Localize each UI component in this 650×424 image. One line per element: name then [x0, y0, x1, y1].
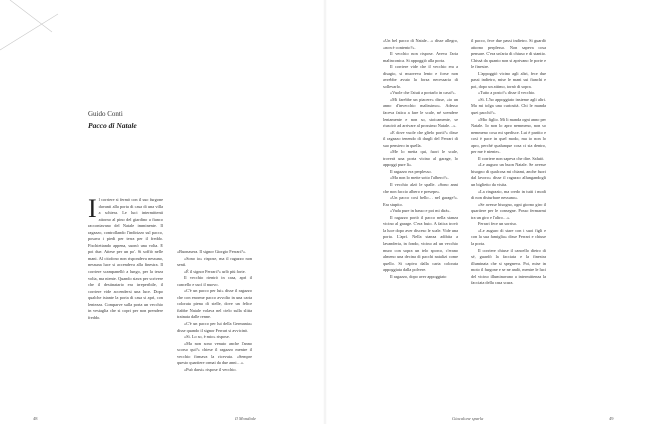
paragraph: Il ragazzo, dopo aver appoggiato	[390, 273, 447, 279]
paragraph: L'appoggiò vicino agli altri, fece due passi indietro, mise le mani sui fianchi e poi, dopo un attimo, tornò di sopra.	[471, 70, 546, 89]
paragraph: Ferrari fece un sorriso.	[478, 221, 518, 227]
paragraph: «Un pacco così bello… nel garage!». Era stupito.	[383, 195, 458, 207]
decorative-corner-lines	[0, 0, 80, 70]
paragraph: «C'è un pacco per lui della Germania» disse quando il signor Ferrari si avvicinò.	[177, 321, 252, 333]
drop-cap: I	[88, 197, 97, 223]
paragraph: «Tutto a posto?» disse il vecchio.	[478, 90, 536, 96]
paragraph: Il vecchio alzò le spalle. «Sono anni che non faccio albero e presepe».	[383, 182, 458, 194]
story-header	[88, 110, 137, 130]
paragraph: «Un bel pacco di Natale…» disse allegro, «non è contento?».	[383, 38, 458, 50]
paragraph: «Se avesse bisogno, ogni giorno giro il quartiere per le consegne. Posso fermarmi tra un giro e l'altro…».	[471, 201, 546, 220]
paragraph: Il vecchio rientrò in casa, aprì il cancello e uscì il nuovo.	[177, 275, 252, 287]
story-title: Pacco di Natale	[88, 121, 137, 130]
paragraph: «Le auguro un buon Natale. Se avesse bisogno di qualcosa mi chiami, anche fuori dal lavoro» disse il ragazzo allungandogli un biglietto da visita.	[471, 162, 546, 188]
paragraph: «Sono io» rispose, ma il ragazzo non sentì.	[177, 255, 252, 268]
page-number-left: 48	[33, 416, 38, 421]
paragraph: «La ringrazio, ma credo in tutti i modi di non disturbare nessuno».	[471, 188, 546, 201]
paragraph: «Ma non lo mette sotto l'albero?».	[390, 175, 449, 181]
paragraph: il pacco, fece due passi indietro. Si guardò attorno perplesso. Non sapeva cosa pensare. C'era un'aria di chiuso e di stantio. Chissà da quanto non si aprivano le porte e le finestre.	[471, 38, 546, 70]
paragraph: «Sì. L'ho appoggiato insieme agli altri. Ma mi tolga una curiosità. Chi le manda quei pacchi?».	[471, 96, 546, 116]
paragraph: «Può darsi» rispose il vecchio.	[184, 366, 237, 372]
paragraph: Il corriere chiuse il cancello dietro di sé, guardò la facciata e la finestra illuminata che si spegneva. Poi, mise in moto il furgone e se ne andò, mentre le luci del vicino illuminavano a intermittenza la facciata della casa scura.	[471, 247, 546, 286]
column-2	[177, 249, 252, 387]
paragraph: «Mi farebbe un piacere» disse, «io un anno d'invecchio malissimo». Adesso faceva fatica a fare le scale, né scendere lentamente e non so, stoicamente, se riuscirò ad arrivare al prossimo Natale…».	[383, 96, 458, 129]
paragraph: «Vada pure in basso e poi mi dirà».	[390, 208, 451, 214]
paragraph: «Sì. Lo so, è mio» rispose.	[184, 334, 230, 340]
page-gutter	[323, 0, 327, 424]
paragraph: l corriere si fermò con il suo furgone davanti alla porta di casa di una villa a schiera. Le luci intermittenti attorno al pino del giardino a fianco raccontavano del Natale imminente. Il ragazzo, controllando l'indirizzo sul pacco, posava i piedi per terra per il freddo. Fischiettando appena, suonò una volta. E poi due. Attese per un po'. Si soffiò nelle mani. Al citofono non rispondeva nessuno, nessuna luce si accendeva alla finestra. Il corriere scampanellò a lungo, per la terza volta, ma niente. Quando stava per scrivere che il destinatario era irreperibile, il corriere vide accendersi una luce. Dopo qualche istante la porta di casa si aprì, con lentezza. Comparve sulla porta un vecchio in vestaglia che si copri per non prendere freddo.	[88, 197, 163, 320]
paragraph: Il corriere non sapeva che dire. Salutò.	[478, 155, 545, 161]
paragraph: «E dove vuole che glielo porti?» disse il ragazzo tenendo di dargli del Ferrari di suo pensiero in quella.	[383, 129, 458, 148]
column-1	[88, 197, 163, 387]
paragraph: «Buonasera. Il signor Giorgio Ferrari?».	[177, 249, 247, 254]
running-footer-right: Giacalone sparla	[452, 416, 484, 421]
page-number-right: 49	[609, 416, 614, 421]
paragraph: «Ma non sono venuto anche l'anno scorso qui?» chiese il ragazzo mentre il vecchio firmava la ricevuta. «Sempre questo quartiere ormai da due anni…».	[177, 340, 252, 366]
paragraph: Il ragazzo era perplesso.	[390, 168, 432, 174]
paragraph: Il vecchio non rispose. Aveva l'aria malinconica. Si appoggiò alla porta.	[383, 51, 458, 63]
paragraph: «Le auguro di stare con i suoi figli e con la sua famiglia» disse Ferrari e chiuse la porta.	[471, 227, 546, 246]
author-name: Guido Conti	[88, 110, 123, 118]
paragraph: Il corriere vide che il vecchio era a disagio, si muoveva lento e forse non avrebbe avuto la forza necessaria di sollevarlo.	[383, 64, 458, 89]
column-4	[471, 38, 546, 388]
paragraph: «Me lo metta qui, fuori le scale, troverà una porta vicino al garage, lo appoggi pure lì».	[383, 149, 458, 168]
running-footer-left: Il Mondiale	[235, 416, 257, 421]
paragraph: Il ragazzo portò il pacco nella stanza vicino al garage. C'era buio. A fatica trovò la luce dopo aver disceso le scale. Vide una porta. L'aprì. Nella stanza adibita a lavanderia, in fondo, vicino ad un vecchio muro con sopra un telo sporco, c'erano almeno una decina di pacchi natalizi come quello. Si capiva dalla carta colorata appoggiata dalla polvere.	[383, 214, 458, 273]
paragraph: «C'è un pacco per lui» disse il ragazzo che con enorme pacco avvolto in una carta colorata piena di stelle, dove un felice fiabbe Natale volava nel cielo sulla slitta trainata dalle renne.	[177, 288, 252, 320]
paragraph: «Vuole che l'aiuti a portarlo in casa?».	[390, 90, 456, 96]
paragraph: «Mio figlio. Mi li manda ogni anno per Natale. Io non lo apro nemmeno, non so nemmeno cosa mi spedisce. Lui è partito e così è pace in quel modo, ma io non lo apro, perché qualunque cosa ci sia dentro, per me è niente».	[471, 116, 546, 155]
column-3	[383, 38, 458, 388]
paragraph: «È il signor Ferrari?» urlò più forte.	[184, 268, 246, 274]
